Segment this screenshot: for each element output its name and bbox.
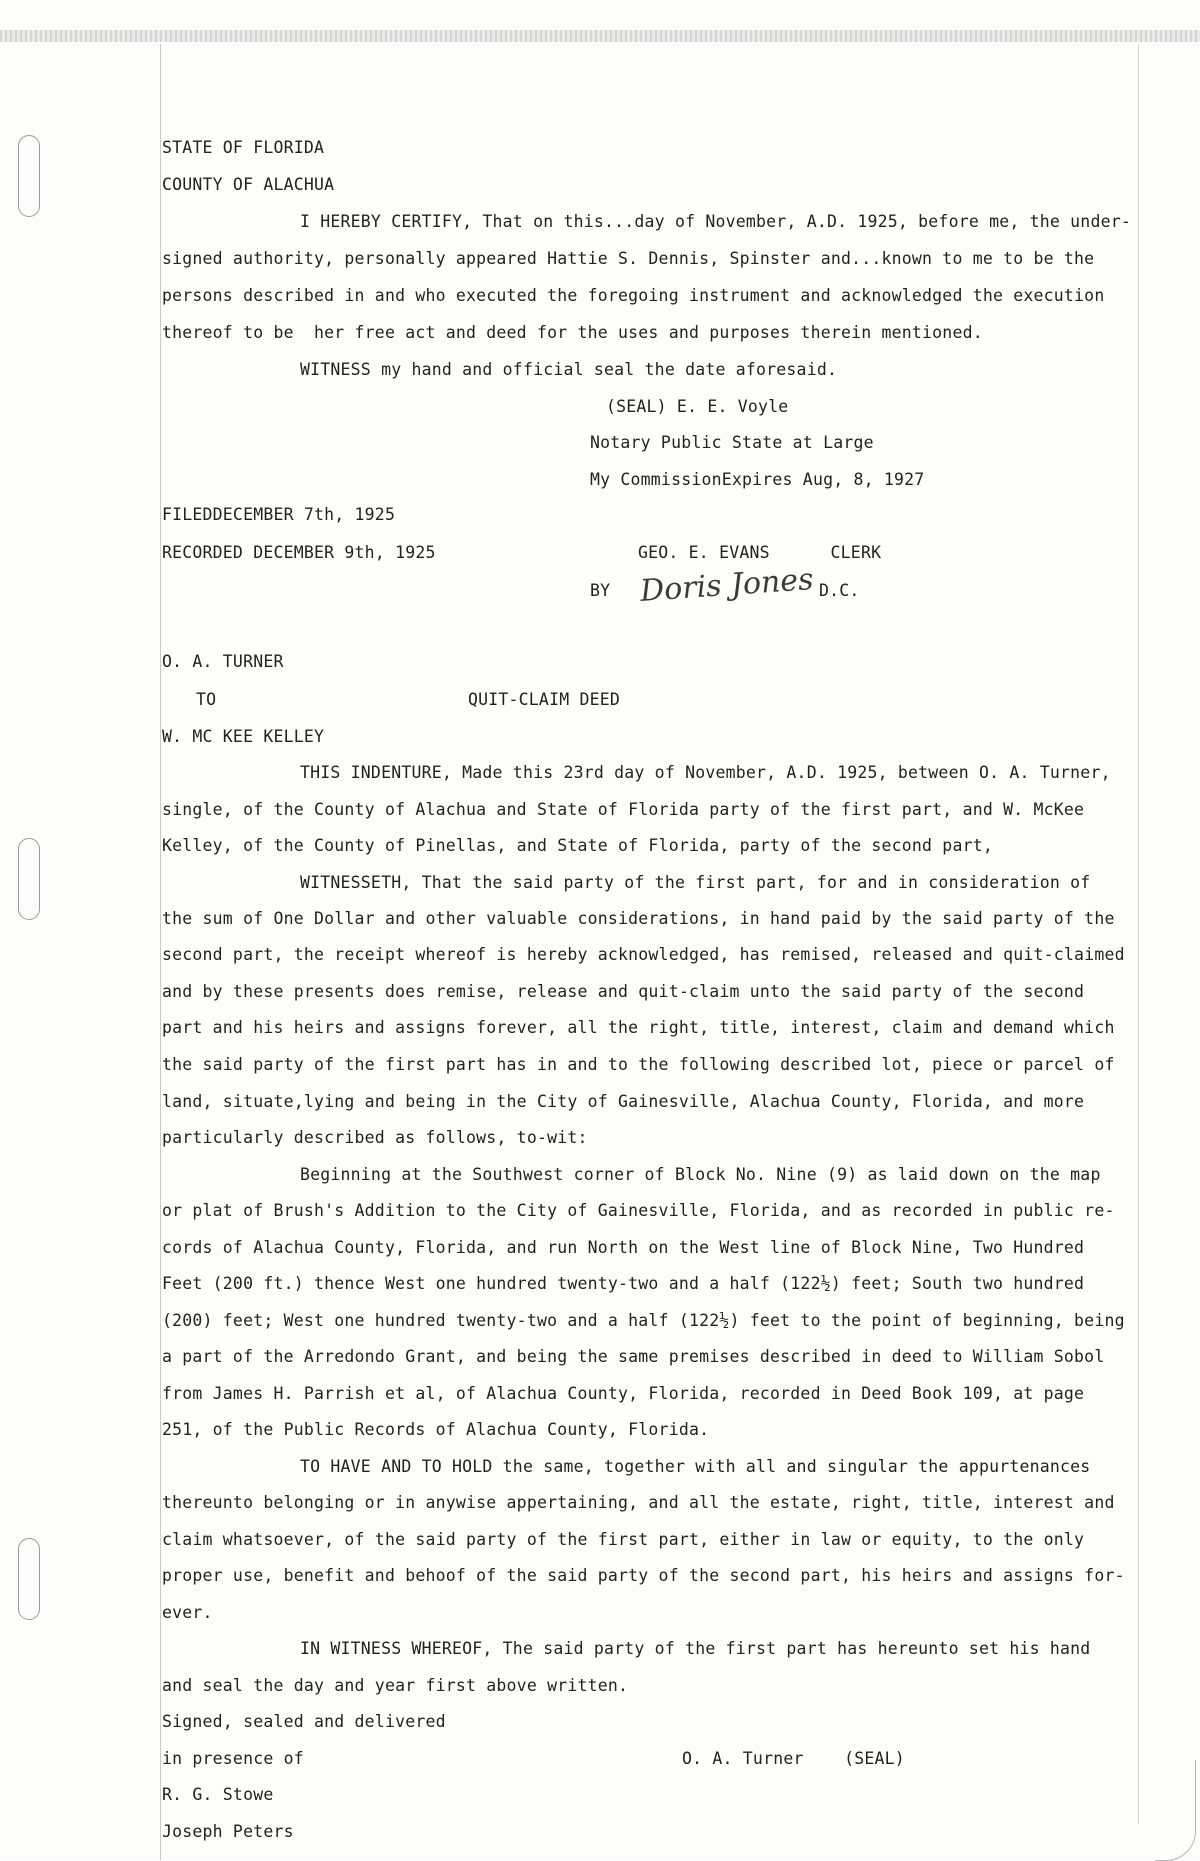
deed-body-line: Kelley, of the County of Pinellas, and State of Florida, party of the second part, xyxy=(162,836,993,855)
clerk-line: GEO. E. EVANS CLERK xyxy=(638,543,882,562)
deed-body-line: particularly described as follows, to-wit: xyxy=(162,1128,588,1147)
grantee-name: W. MC KEE KELLEY xyxy=(162,727,325,746)
notary-seal-line: (SEAL) E. E. Voyle xyxy=(606,397,789,416)
witness-name: Joseph Peters xyxy=(162,1822,294,1841)
header-county: COUNTY OF ALACHUA xyxy=(162,175,335,194)
habendum-line: ever. xyxy=(162,1603,213,1622)
presence-line: in presence of xyxy=(162,1749,304,1768)
clerk-signature: Doris Jones xyxy=(638,561,815,610)
description-line: or plat of Brush's Addition to the City of Gainesville, Florida, and as recorded in public re- xyxy=(162,1201,1115,1220)
habendum-line: claim whatsoever, of the said party of the first part, either in law or equity, to the only xyxy=(162,1530,1085,1549)
to-label: TO xyxy=(196,690,217,709)
punch-hole xyxy=(18,1538,40,1620)
habendum-line: thereunto belonging or in anywise appertaining, and all the estate, right, title, interest and xyxy=(162,1493,1115,1512)
page-corner-curl xyxy=(1155,1760,1196,1861)
punch-hole xyxy=(18,838,40,920)
deed-body-line: WITNESSETH, That the said party of the first part, for and in consideration of xyxy=(300,873,1091,892)
description-line: from James H. Parrish et al, of Alachua County, Florida, recorded in Deed Book 109, at page xyxy=(162,1384,1085,1403)
right-margin-line xyxy=(1138,44,1139,1824)
testimonium-line: and seal the day and year first above written. xyxy=(162,1676,629,1695)
deed-body-line: the said party of the first part has in and to the following described lot, piece or parcel of xyxy=(162,1055,1115,1074)
description-line: (200) feet; West one hundred twenty-two and a half (122½) feet to the point of beginning, being xyxy=(162,1311,1125,1330)
habendum-line: proper use, benefit and behoof of the said party of the second part, his heirs and assigns for- xyxy=(162,1566,1125,1585)
deed-title: QUIT-CLAIM DEED xyxy=(468,690,621,709)
deed-body-line: single, of the County of Alachua and State of Florida party of the first part, and W. McKee xyxy=(162,800,1085,819)
deed-body-line: land, situate,lying and being in the City of Gainesville, Alachua County, Florida, and more xyxy=(162,1092,1085,1111)
certificate-line: signed authority, personally appeared Hattie S. Dennis, Spinster and...known to me to be the xyxy=(162,249,1095,268)
deed-body-line: THIS INDENTURE, Made this 23rd day of November, A.D. 1925, between O. A. Turner, xyxy=(300,763,1111,782)
habendum-line: TO HAVE AND TO HOLD the same, together with all and singular the appurtenances xyxy=(300,1457,1091,1476)
certificate-line: thereof to be her free act and deed for the uses and purposes therein mentioned. xyxy=(162,323,983,342)
deed-body-line: second part, the receipt whereof is hereby acknowledged, has remised, released and quit-claimed xyxy=(162,945,1125,964)
description-line: cords of Alachua County, Florida, and run North on the West line of Block Nine, Two Hundred xyxy=(162,1238,1085,1257)
grantor-name: O. A. TURNER xyxy=(162,652,284,671)
testimonium-line: IN WITNESS WHEREOF, The said party of the first part has hereunto set his hand xyxy=(300,1639,1091,1658)
deed-body-line: part and his heirs and assigns forever, all the right, title, interest, claim and demand which xyxy=(162,1018,1115,1037)
witness-name: R. G. Stowe xyxy=(162,1785,274,1804)
left-margin-line xyxy=(160,44,161,1860)
header-state: STATE OF FLORIDA xyxy=(162,138,325,157)
deputy-clerk-label: D.C. xyxy=(819,581,860,600)
certificate-line: I HEREBY CERTIFY, That on this...day of November, A.D. 1925, before me, the under- xyxy=(300,212,1131,231)
description-line: a part of the Arredondo Grant, and being the same premises described in deed to William Sobol xyxy=(162,1347,1105,1366)
witness-line: WITNESS my hand and official seal the date aforesaid. xyxy=(300,360,838,379)
torn-top-edge xyxy=(0,30,1200,42)
deed-body-line: and by these presents does remise, release and quit-claim unto the said party of the second xyxy=(162,982,1085,1001)
recorded-line: RECORDED DECEMBER 9th, 1925 xyxy=(162,543,436,562)
filed-line: FILEDDECEMBER 7th, 1925 xyxy=(162,505,396,524)
description-line: Beginning at the Southwest corner of Block No. Nine (9) as laid down on the map xyxy=(300,1165,1101,1184)
description-line: 251, of the Public Records of Alachua County, Florida. xyxy=(162,1420,710,1439)
grantor-signature-line: O. A. Turner (SEAL) xyxy=(682,1749,905,1768)
deed-body-line: the sum of One Dollar and other valuable considerations, in hand paid by the said party of the xyxy=(162,909,1115,928)
punch-hole xyxy=(18,135,40,217)
certificate-line: persons described in and who executed the foregoing instrument and acknowledged the execution xyxy=(162,286,1105,305)
notary-title-line: Notary Public State at Large xyxy=(590,433,874,452)
by-label: BY xyxy=(590,581,611,600)
description-line: Feet (200 ft.) thence West one hundred twenty-two and a half (122½) feet; South two hundred xyxy=(162,1274,1085,1293)
signed-sealed-line: Signed, sealed and delivered xyxy=(162,1712,446,1731)
commission-line: My CommissionExpires Aug, 8, 1927 xyxy=(590,470,925,489)
